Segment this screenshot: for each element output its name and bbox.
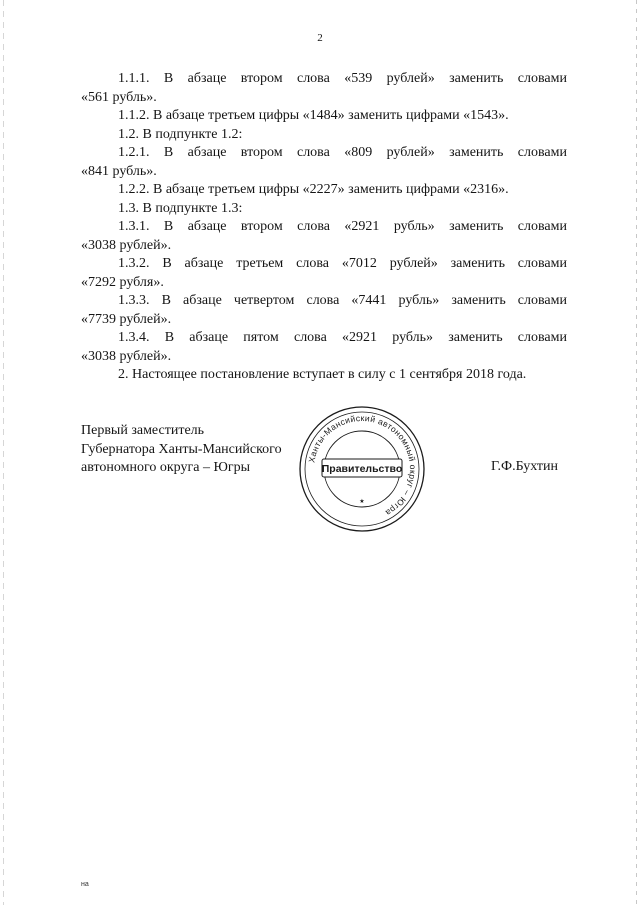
paragraph-line: «7292 рубля». (81, 274, 164, 290)
paragraph-line: «561 рубль». (81, 89, 157, 105)
paragraph-line: 1.2. В подпункте 1.2: (118, 126, 243, 142)
paragraph-line: 1.2.1. В абзаце втором слова «809 рублей» заменить словами (118, 145, 567, 160)
paragraph-1-3-2 (81, 255, 567, 292)
seal-star-icon: ★ (359, 498, 365, 505)
paragraph-line: «7739 рублей». (81, 311, 172, 327)
paragraph-line: 2. Настоящее постановление вступает в силу с 1 сентября 2018 года. (118, 367, 527, 382)
paragraph-line: 1.3.2. В абзаце третьем слова «7012 рублей» заменить словами (118, 256, 567, 271)
signer-title-line: Губернатора Ханты-Мансийского (81, 441, 282, 457)
paragraph-2 (81, 366, 567, 385)
signer-title-line: Первый заместитель (81, 423, 205, 438)
paragraph-line: «3038 рублей». (81, 348, 172, 364)
document-body (81, 70, 567, 385)
scan-edge-left (3, 0, 4, 905)
scan-edge-right (636, 0, 637, 905)
paragraph-1-2-1 (81, 144, 567, 181)
paragraph-1-3-1 (81, 218, 567, 255)
government-seal (297, 404, 427, 534)
paragraph-1-1-2 (81, 107, 567, 126)
footer-mark: на (81, 881, 89, 888)
paragraph-1-3-4 (81, 329, 567, 366)
signer-title (81, 422, 282, 478)
paragraph-line: 1.3.1. В абзаце втором слова «2921 рубль» заменить словами (118, 219, 567, 234)
page-number: 2 (317, 32, 323, 44)
paragraph-line: 1.1.1. В абзаце втором слова «539 рублей» заменить словами (118, 71, 567, 86)
paragraph-line: 1.3. В подпункте 1.3: (118, 200, 243, 216)
paragraph-line: «3038 рублей». (81, 237, 172, 253)
paragraph-line: 1.3.4. В абзаце пятом слова «2921 рубль» заменить словами (118, 330, 567, 345)
paragraph-1-3 (81, 200, 567, 219)
seal-center-text: Правительство (321, 463, 403, 475)
paragraph-1-2-2 (81, 181, 567, 200)
paragraph-1-2 (81, 126, 567, 145)
seal-ring-text: Ханты-Мансийский автономный округ – Югра (306, 412, 419, 519)
paragraph-1-1-1 (81, 70, 567, 107)
signer-title-line: автономного округа – Югры (81, 460, 250, 475)
paragraph-line: 1.3.3. В абзаце четвертом слова «7441 рубль» заменить словами (118, 293, 567, 308)
paragraph-1-3-3 (81, 292, 567, 329)
paragraph-line: 1.1.2. В абзаце третьем цифры «1484» заменить цифрами «1543». (118, 108, 509, 123)
signer-name: Г.Ф.Бухтин (491, 459, 559, 474)
paragraph-line: «841 рубль». (81, 163, 157, 179)
paragraph-line: 1.2.2. В абзаце третьем цифры «2227» заменить цифрами «2316». (118, 182, 509, 197)
